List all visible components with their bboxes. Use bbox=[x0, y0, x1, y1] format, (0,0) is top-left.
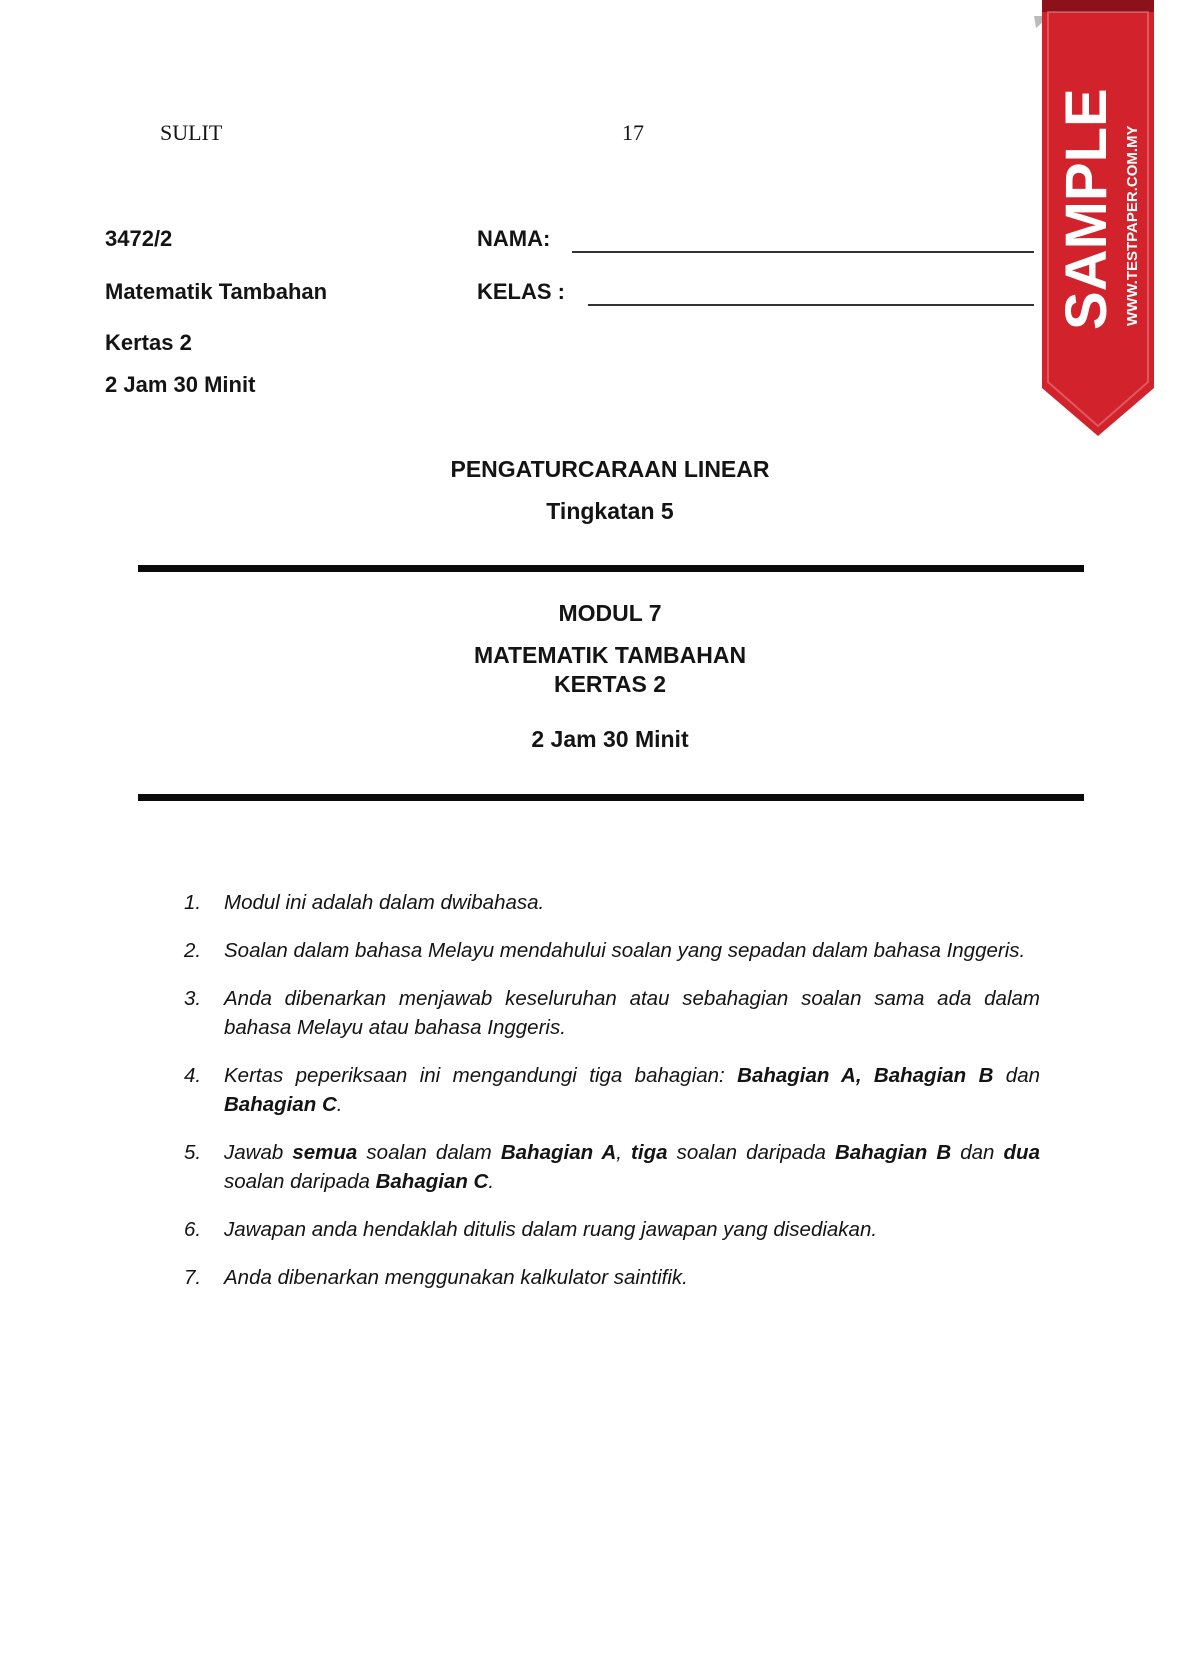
ribbon-site-text: WWW.TESTPAPER.COM.MY bbox=[1124, 125, 1141, 326]
instruction-fragment: . bbox=[336, 1093, 343, 1116]
name-field[interactable] bbox=[572, 251, 1034, 253]
sample-ribbon-watermark bbox=[1034, 0, 1162, 440]
instruction-fragment: Anda dibenarkan menggunakan kalkulator saintifik. bbox=[224, 1266, 688, 1289]
instruction-fragment: , bbox=[616, 1141, 632, 1164]
instruction-fragment: soalan daripada bbox=[224, 1170, 376, 1193]
instruction-emphasis: dua bbox=[1003, 1141, 1040, 1164]
instruction-text bbox=[224, 1215, 1040, 1244]
paper-code: 3472/2 bbox=[105, 226, 173, 251]
instruction-fragment: soalan dalam bbox=[357, 1141, 501, 1164]
instruction-item bbox=[184, 1138, 1040, 1196]
topic-title: PENGATURCARAAN LINEAR bbox=[450, 456, 770, 482]
instruction-emphasis: Bahagian C bbox=[375, 1170, 489, 1193]
instruction-text bbox=[224, 1263, 1040, 1292]
instruction-fragment: dan bbox=[951, 1141, 1004, 1164]
page-number: 17 bbox=[622, 120, 644, 145]
module-paper: KERTAS 2 bbox=[553, 671, 667, 697]
instruction-number: 2. bbox=[184, 939, 202, 962]
instruction-item bbox=[184, 1263, 1040, 1292]
instruction-number: 1. bbox=[184, 891, 202, 914]
instruction-fragment: Soalan dalam bahasa Melayu mendahului soalan yang sepadan dalam bahasa Inggeris. bbox=[224, 939, 1026, 962]
paper-duration: 2 Jam 30 Minit bbox=[105, 372, 256, 397]
instruction-fragment: Anda dibenarkan menjawab keseluruhan atau sebahagian soalan sama ada dalam bahasa Melayu atau bahasa Inggeris. bbox=[224, 987, 1040, 1039]
name-label: NAMA: bbox=[477, 226, 551, 251]
instruction-fragment: soalan daripada bbox=[667, 1141, 835, 1164]
instruction-number: 6. bbox=[184, 1218, 202, 1241]
instruction-text bbox=[224, 1061, 1040, 1119]
instruction-emphasis: Bahagian B bbox=[834, 1141, 952, 1164]
module-title: MODUL 7 bbox=[558, 600, 662, 626]
top-divider bbox=[138, 565, 1084, 572]
paper-number: Kertas 2 bbox=[105, 330, 192, 355]
instruction-text bbox=[224, 1138, 1040, 1196]
instruction-emphasis: Bahagian A bbox=[500, 1141, 617, 1164]
instruction-text bbox=[224, 888, 1040, 917]
instruction-fragment: dan bbox=[993, 1064, 1040, 1087]
classification-label: SULIT bbox=[160, 120, 223, 145]
class-label: KELAS : bbox=[477, 279, 565, 304]
instruction-number: 7. bbox=[184, 1266, 202, 1289]
instruction-text bbox=[224, 936, 1040, 965]
instructions-list bbox=[184, 888, 1040, 1311]
instruction-item bbox=[184, 888, 1040, 917]
instruction-item bbox=[184, 1215, 1040, 1244]
instruction-item bbox=[184, 1061, 1040, 1119]
bottom-divider bbox=[138, 794, 1084, 801]
instruction-item bbox=[184, 936, 1040, 965]
instruction-text bbox=[224, 984, 1040, 1042]
instruction-emphasis: Bahagian C bbox=[224, 1093, 337, 1116]
module-subject: MATEMATIK TAMBAHAN bbox=[473, 642, 747, 668]
instruction-fragment: . bbox=[488, 1170, 495, 1193]
subject-name: Matematik Tambahan bbox=[105, 279, 328, 304]
instruction-item bbox=[184, 984, 1040, 1042]
instruction-number: 3. bbox=[184, 987, 202, 1010]
class-field[interactable] bbox=[588, 304, 1034, 306]
instruction-emphasis: tiga bbox=[631, 1141, 668, 1164]
instruction-fragment: Kertas peperiksaan ini mengandungi tiga bahagian: bbox=[224, 1064, 738, 1087]
ribbon-sample-text: SAMPLE bbox=[1054, 88, 1119, 330]
instruction-number: 4. bbox=[184, 1064, 202, 1087]
instruction-emphasis: semua bbox=[292, 1141, 358, 1164]
instruction-fragment: Jawab bbox=[224, 1141, 293, 1164]
instruction-fragment: Jawapan anda hendaklah ditulis dalam ruang jawapan yang disediakan. bbox=[224, 1218, 878, 1241]
module-duration: 2 Jam 30 Minit bbox=[531, 726, 689, 752]
instruction-fragment: Modul ini adalah dalam dwibahasa. bbox=[224, 891, 545, 914]
instruction-emphasis: Bahagian A, Bahagian B bbox=[737, 1064, 994, 1087]
topic-level: Tingkatan 5 bbox=[546, 498, 674, 524]
instruction-number: 5. bbox=[184, 1141, 202, 1164]
